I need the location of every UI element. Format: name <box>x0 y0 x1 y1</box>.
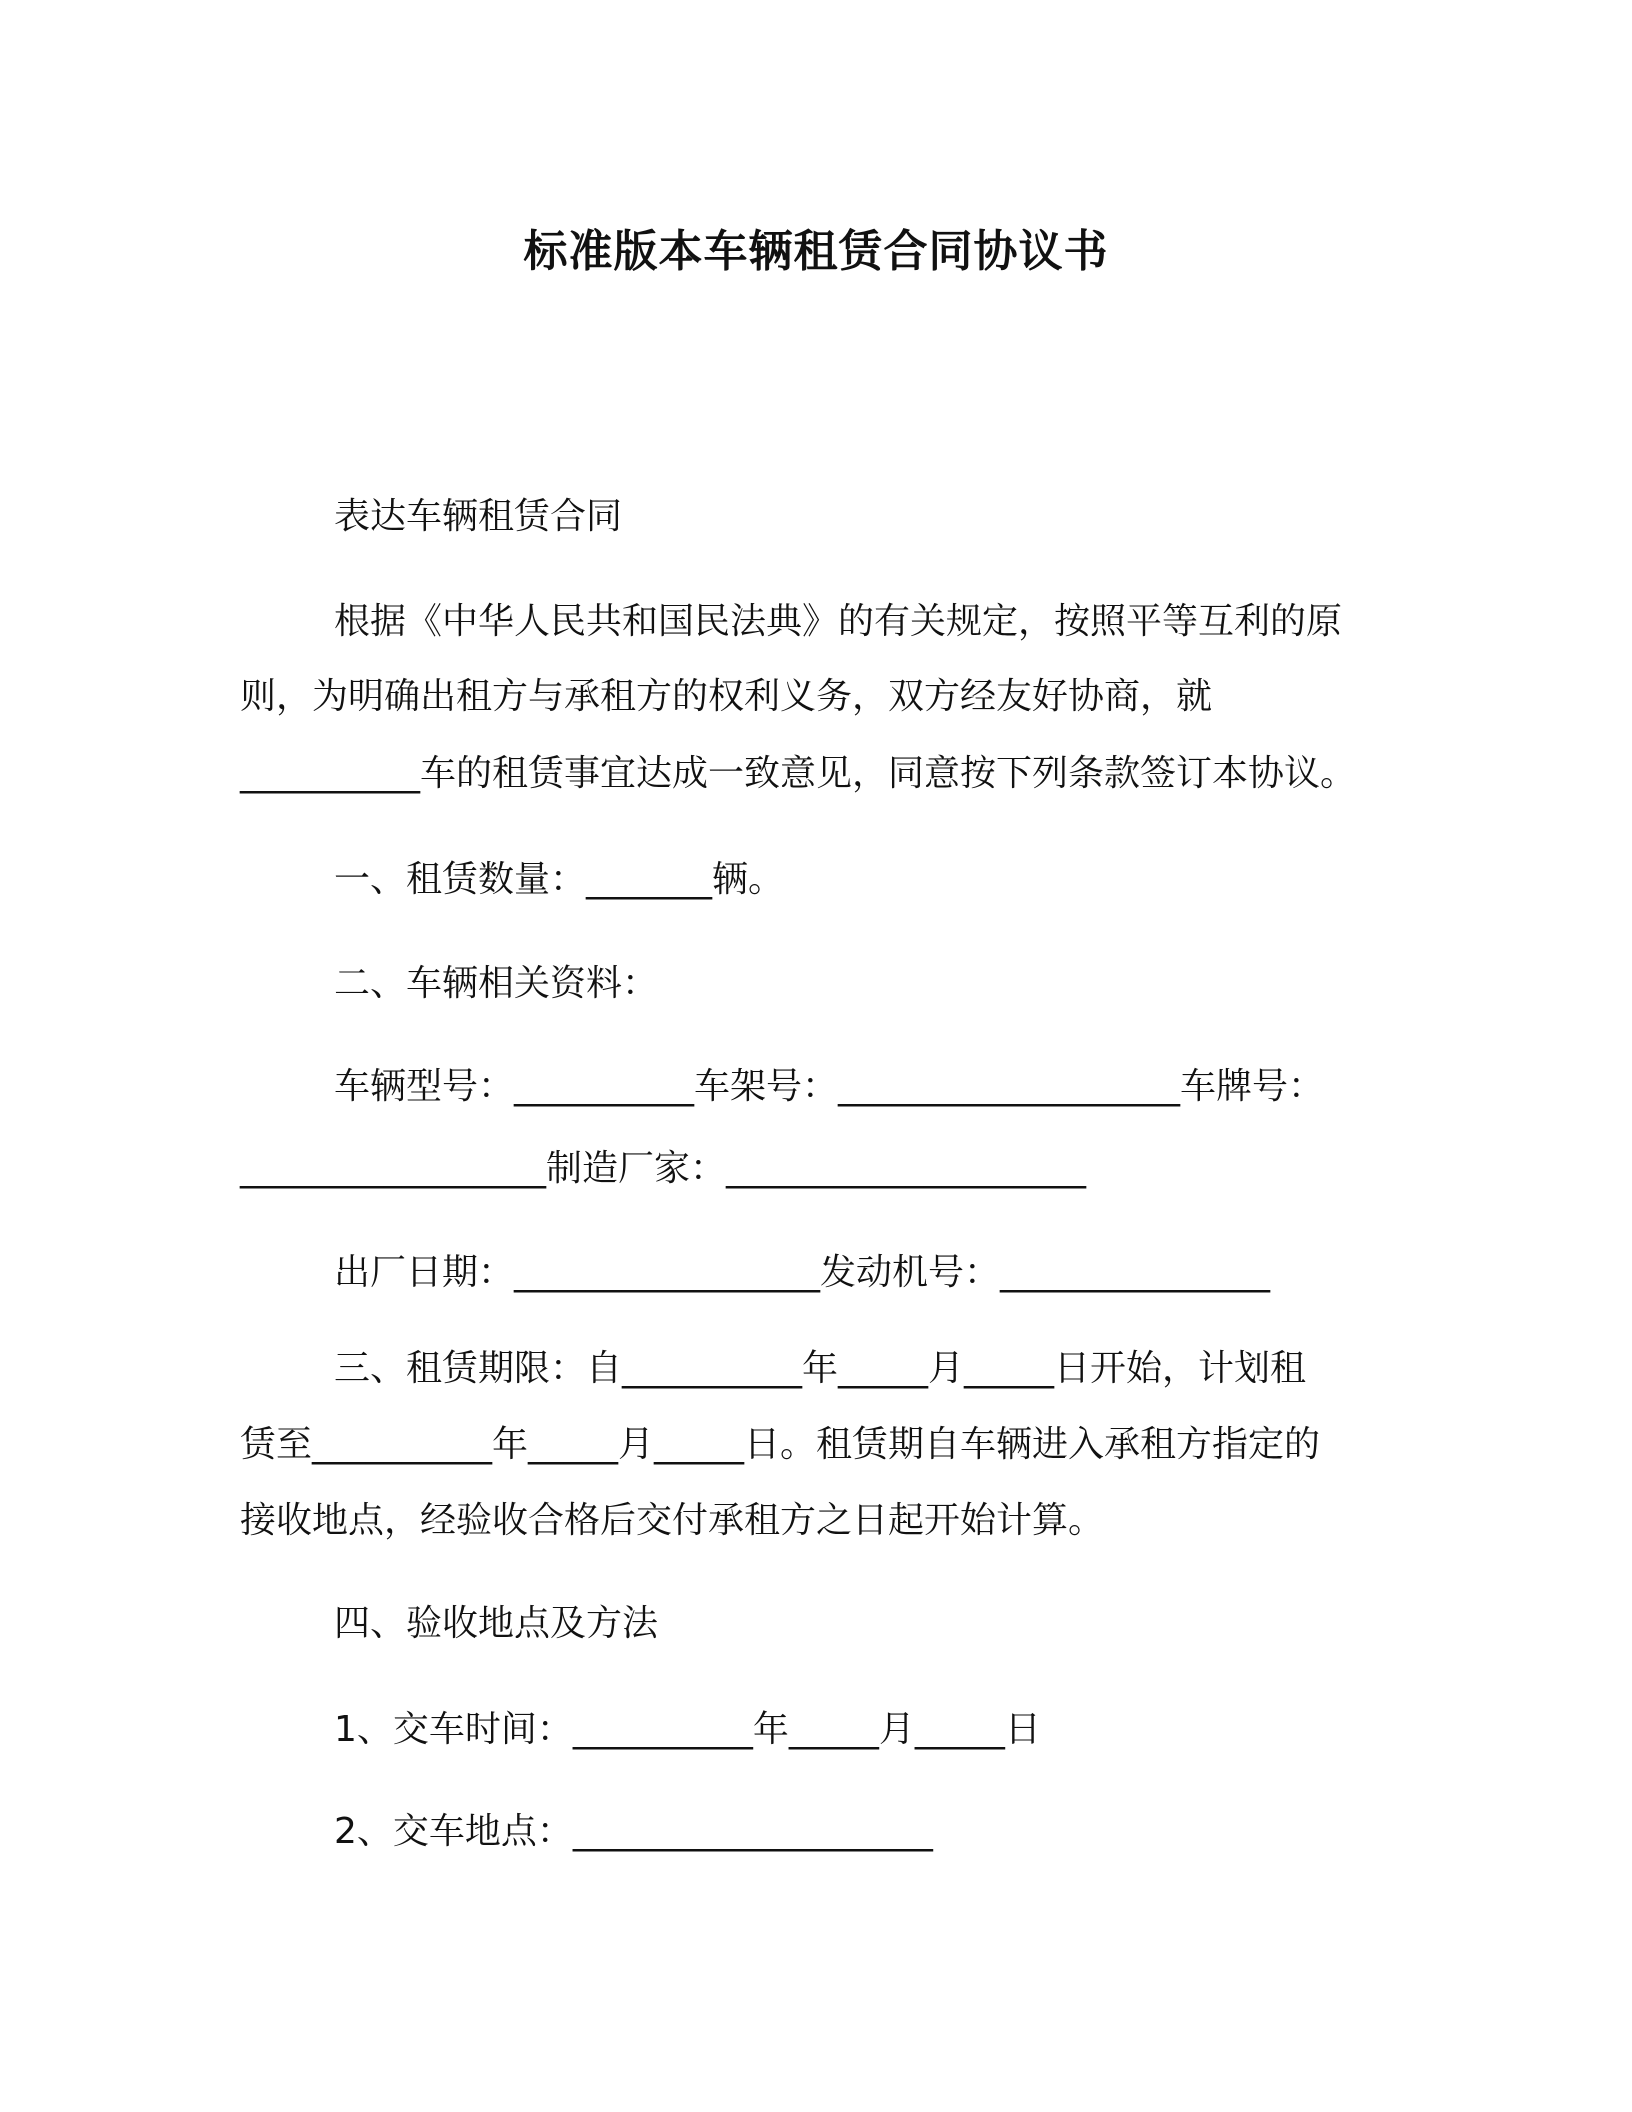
intro-line-2: 则，为明确出租方与承租方的权利义务，双方经友好协商，就 <box>240 676 1213 717</box>
document-title: 标准版本车辆租赁合同协议书 <box>523 226 1109 277</box>
intro-line-1: 根据《中华人民共和国民法典》的有关规定，按照平等互利的原 <box>334 601 1343 642</box>
section-3-line-3: 接收地点，经验收合格后交付承租方之日起开始计算。 <box>240 1500 1105 1541</box>
section-4-item-1: 1、交车时间：__________年_____月_____日 <box>334 1709 1041 1750</box>
vehicle-info-line-3: 出厂日期：_________________发动机号：_______________ <box>334 1252 1271 1293</box>
document-subtitle: 表达车辆租赁合同 <box>334 496 623 537</box>
vehicle-info-line-1: 车辆型号：__________车架号：___________________车牌号： <box>334 1066 1325 1107</box>
section-4-heading: 四、验收地点及方法 <box>334 1603 659 1644</box>
vehicle-info-line-2: _________________制造厂家：____________________ <box>240 1148 1087 1189</box>
section-3-line-1: 三、租赁期限：自__________年_____月_____日开始，计划租 <box>334 1348 1307 1389</box>
section-3-line-2: 赁至__________年_____月_____日。租赁期自车辆进入承租方指定的 <box>240 1424 1321 1465</box>
intro-line-3: __________车的租赁事宜达成一致意见，同意按下列条款签订本协议。 <box>240 753 1357 794</box>
section-2-heading: 二、车辆相关资料： <box>334 963 659 1004</box>
section-4-item-2: 2、交车地点：____________________ <box>334 1811 933 1852</box>
section-1-quantity: 一、租赁数量：_______辆。 <box>334 859 785 900</box>
